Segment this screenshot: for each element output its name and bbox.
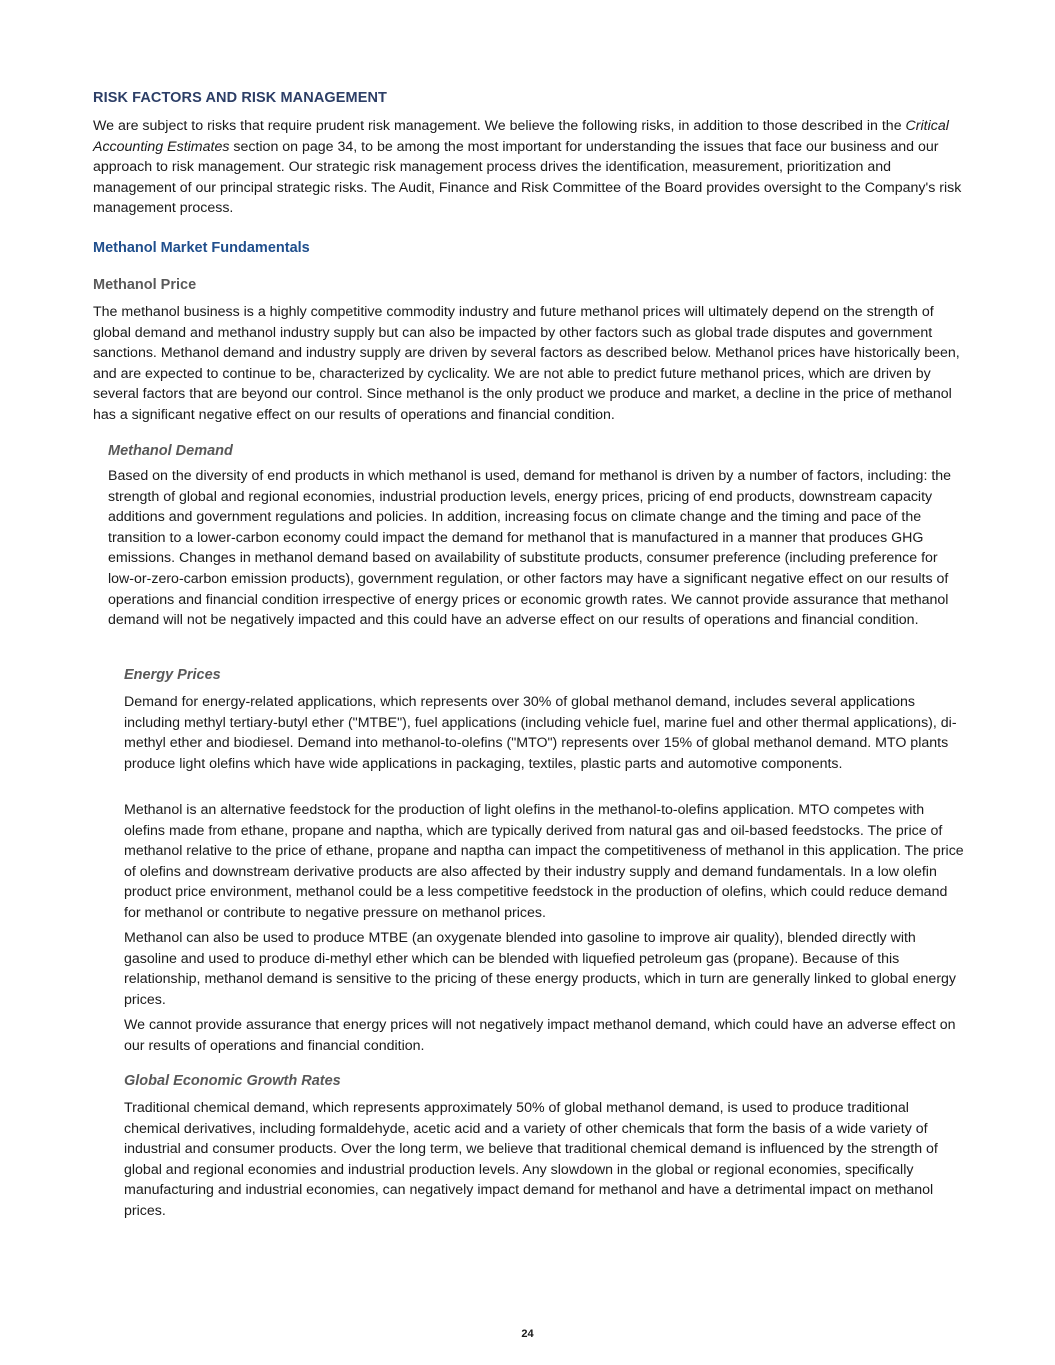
intro-text-part1: We are subject to risks that require prudent risk management. We believe the following risks, in addition to those described in the [93,118,906,134]
global-growth-paragraph: Traditional chemical demand, which represents approximately 50% of global methanol demand, is used to produce traditional chemical derivatives, including formaldehyde, acetic acid and a variety of other chemicals that form the basis of a wide variety of industrial and consumer products. Over the long term, we believe that traditional chemical demand is influenced by the strength of global and regional economies and industrial production levels. Any slowdown in the global or regional economies, specifically manufacturing and industrial economies, can negatively impact demand for methanol and have a detrimental impact on methanol prices. [124,1100,938,1219]
section-title: Methanol Market Fundamentals [93,240,310,256]
energy-paragraph-2: Methanol is an alternative feedstock for the production of light olefins in the methanol-to-olefins application. MTO competes with olefins made from ethane, propane and naptha, which are typically derived from natural gas and oil-based feedstocks. The price of methanol relative to the price of ethane, propane and naptha can impact the competitiveness of methanol in this application. The price of olefins and downstream derivative products are also affected by their industry supply and demand fundamentals. In a low olefin product price environment, methanol could be a less competitive feedstock in the production of olefins, which could reduce demand for methanol or contribute to negative pressure on methanol prices. [124,802,964,921]
methanol-price-paragraph: The methanol business is a highly competitive commodity industry and future methanol prices will ultimately depend on the strength of global demand and methanol industry supply but can also be impacted by other factors such as global trade disputes and government sanctions. Methanol demand and industry supply are driven by several factors as described below. Methanol prices have historically been, and are expected to continue to be, characterized by cyclicality. We are not able to predict future methanol prices, which are driven by several factors that are beyond our control. Since methanol is the only product we produce and market, a decline in the price of methanol has a significant negative effect on our results of operations and financial condition. [93,304,960,423]
sub-title-methanol-price: Methanol Price [93,277,197,293]
energy-paragraph-4: We cannot provide assurance that energy prices will not negatively impact methanol demand, which could have an adverse effect on our results of operations and financial condition. [124,1017,956,1054]
energy-paragraph-1: Demand for energy-related applications, which represents over 30% of global methanol demand, includes several applications including methyl tertiary-butyl ether ("MTBE"), fuel applications (including vehicle fuel, marine fuel and other thermal applications), di-methyl ether and biodiesel. Demand into methanol-to-olefins ("MTO") represents over 15% of global methanol demand. MTO plants produce light olefins which have wide applications in packaging, textiles, plastic parts and automotive components. [124,694,957,772]
global-growth-title: Global Economic Growth Rates [124,1073,341,1089]
risk-factors-heading: RISK FACTORS AND RISK MANAGEMENT [93,90,388,106]
intro-text-part2: section on page 34, to be among the most important for understanding the issues that face our business and our approach to risk management. Our strategic risk management process drives the identification, measurement, prioritization and management of our principal strategic risks. The Audit, Finance and Risk Committee of the Board provides oversight to the Company's risk management process. [93,138,962,217]
methanol-demand-paragraph: Based on the diversity of end products in which methanol is used, demand for methanol is driven by a number of factors, including: the strength of global and regional economies, industrial production levels, energy prices, pricing of end products, downstream capacity additions and government regulations and policies. In addition, increasing focus on climate change and the timing and pace of the transition to a lower-carbon economy could impact the demand for methanol that is manufactured in a manner that produces GHG emissions. Changes in methanol demand based on availability of substitute products, consumer preference (including preference for low-or-zero-carbon emission products), government regulation, or other factors may have a significant negative effect on our results of operations and financial condition irrespective of energy prices or economic growth rates. We cannot provide assurance that methanol demand will not be negatively impacted and this could have an adverse effect on our results of operations and financial condition. [108,468,952,629]
intro-paragraph [93,116,963,219]
energy-prices-title: Energy Prices [124,667,221,683]
methanol-demand-title: Methanol Demand [108,443,233,459]
page-number: 24 [521,1328,534,1340]
energy-paragraph-3: Methanol can also be used to produce MTBE (an oxygenate blended into gasoline to improve air quality), blended directly with gasoline and used to produce di-methyl ether which can be blended with liquefied petroleum gas (propane). Because of this relationship, methanol demand is sensitive to the pricing of these energy products, which in turn are generally linked to global energy prices. [124,930,957,1008]
intro-italic-reference: Critical Accounting Estimates [93,118,949,155]
